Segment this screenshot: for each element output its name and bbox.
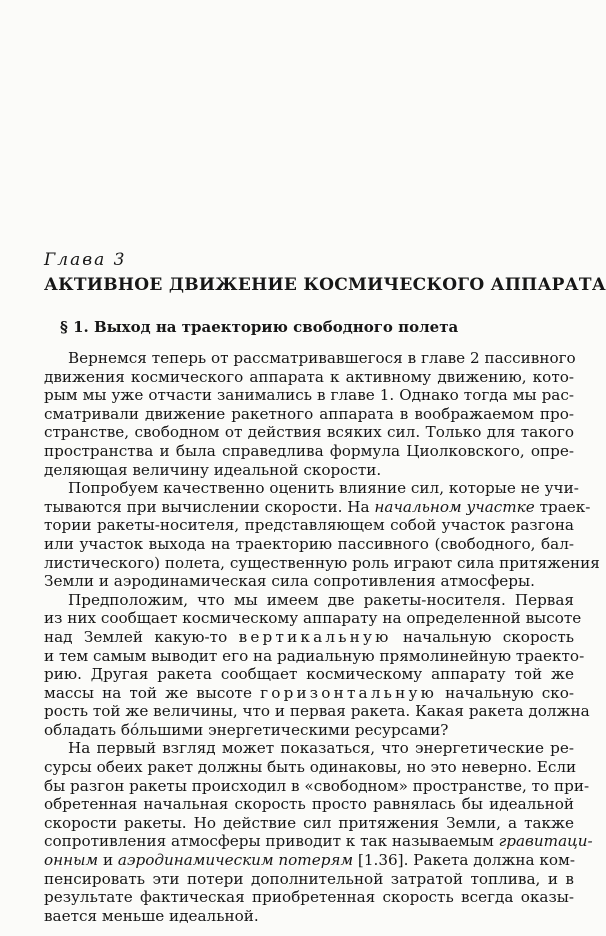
text-line: скорости ракеты. Но действие сил притяжения Земли, а также [44,813,574,832]
emphasis-run: аэродинамическим потерям [117,851,354,870]
text-line: листического) полета, существенную роль играют сила притяжения [44,553,600,572]
text-line: рию. Другая ракета сообщает космическому аппарату той же [44,665,574,684]
chapter-label: Глава 3 [44,250,127,270]
section-title: § 1. Выход на траекторию свободного полета [60,318,459,336]
text-line: рым мы уже отчасти занимались в главе 1. Однако тогда мы рас- [44,386,574,405]
emphasis-run: онным [44,851,99,870]
paragraph-4 [44,739,593,925]
text-line: обретенная начальная скорость просто равнялась бы идеальной [44,795,574,814]
text-line: бы разгон ракеты происходил в «свободном» пространстве, то при- [44,776,590,795]
text-line: На первый взгляд может показаться, что энергетические ре- [68,739,574,758]
text-run: над Землей какую-то [44,627,239,646]
text-line: Предположим, что мы имеем две ракеты-носителя. Первая [68,590,574,609]
emphasis-run: начальном участке [374,497,535,516]
paragraph-3 [44,590,590,740]
text-line [44,832,593,851]
body-text [44,349,600,925]
text-line: вается меньше идеальной. [44,906,259,925]
text-line: сурсы обеих ракет должны быть одинаковы, но это неверно. Если [44,758,577,777]
emphasis-run: гравитаци- [498,832,593,851]
text-run: тываются при вычислении скорости. На [44,497,375,516]
text-line [44,628,574,647]
text-line: результате фактическая приобретенная скорость всегда оказы- [44,888,574,907]
text-line: странстве, свободном от действия всяких сил. Только для такого [44,423,574,442]
text-line: из них сообщает космическому аппарату на определенной высоте [44,609,582,628]
text-line: пространства и была справедлива формула Циолковского, опре- [44,441,574,460]
text-line: тории ракеты-носителя, представляющем собой участок разгона [44,516,574,535]
chapter-title: АКТИВНОЕ ДВИЖЕНИЕ КОСМИЧЕСКОГО АППАРАТА [44,275,606,295]
text-run: и [98,851,118,870]
spaced-emphasis-run: горизонтальную [260,683,438,702]
text-line: или участок выхода на траекторию пассивного (свободного, бал- [44,534,574,553]
text-line: деляющая величину идеальной скорости. [44,460,382,479]
text-line: Земли и аэродинамическая сила сопротивления атмосферы. [44,572,535,591]
text-line: Попробуем качественно оценить влияние сил, которые не учи- [68,479,579,498]
text-run: массы на той же высоте [44,683,261,702]
text-line: обладать бо́льшими энергетическими ресурсами? [44,720,449,739]
text-run: [1.36]. Ракета должна ком- [353,851,575,870]
paragraph-2 [44,479,600,591]
text-line [44,684,574,703]
text-run: траек- [534,497,591,516]
paragraph-1 [44,349,574,479]
text-run: начальную ско- [437,683,574,702]
text-line [44,851,574,870]
text-line: движения космического аппарата к активному движению, кото- [44,367,574,386]
text-line: и тем самым выводит его на радиальную прямолинейную траекто- [44,646,585,665]
spaced-emphasis-run: вертикальную [238,627,392,646]
text-line [44,497,591,517]
text-run: начальную скорость [391,627,574,646]
text-line: Вернемся теперь от рассматривавшегося в главе 2 пассивного [68,349,576,367]
text-line: пенсировать эти потери дополнительной затратой топлива, и в [44,869,574,888]
text-run: сопротивления атмосферы приводит к так называемым [44,832,499,851]
text-line: сматривали движение ракетного аппарата в воображаемом про- [44,404,574,423]
text-line: рость той же величины, что и первая ракета. Какая ракета должна [44,702,590,721]
